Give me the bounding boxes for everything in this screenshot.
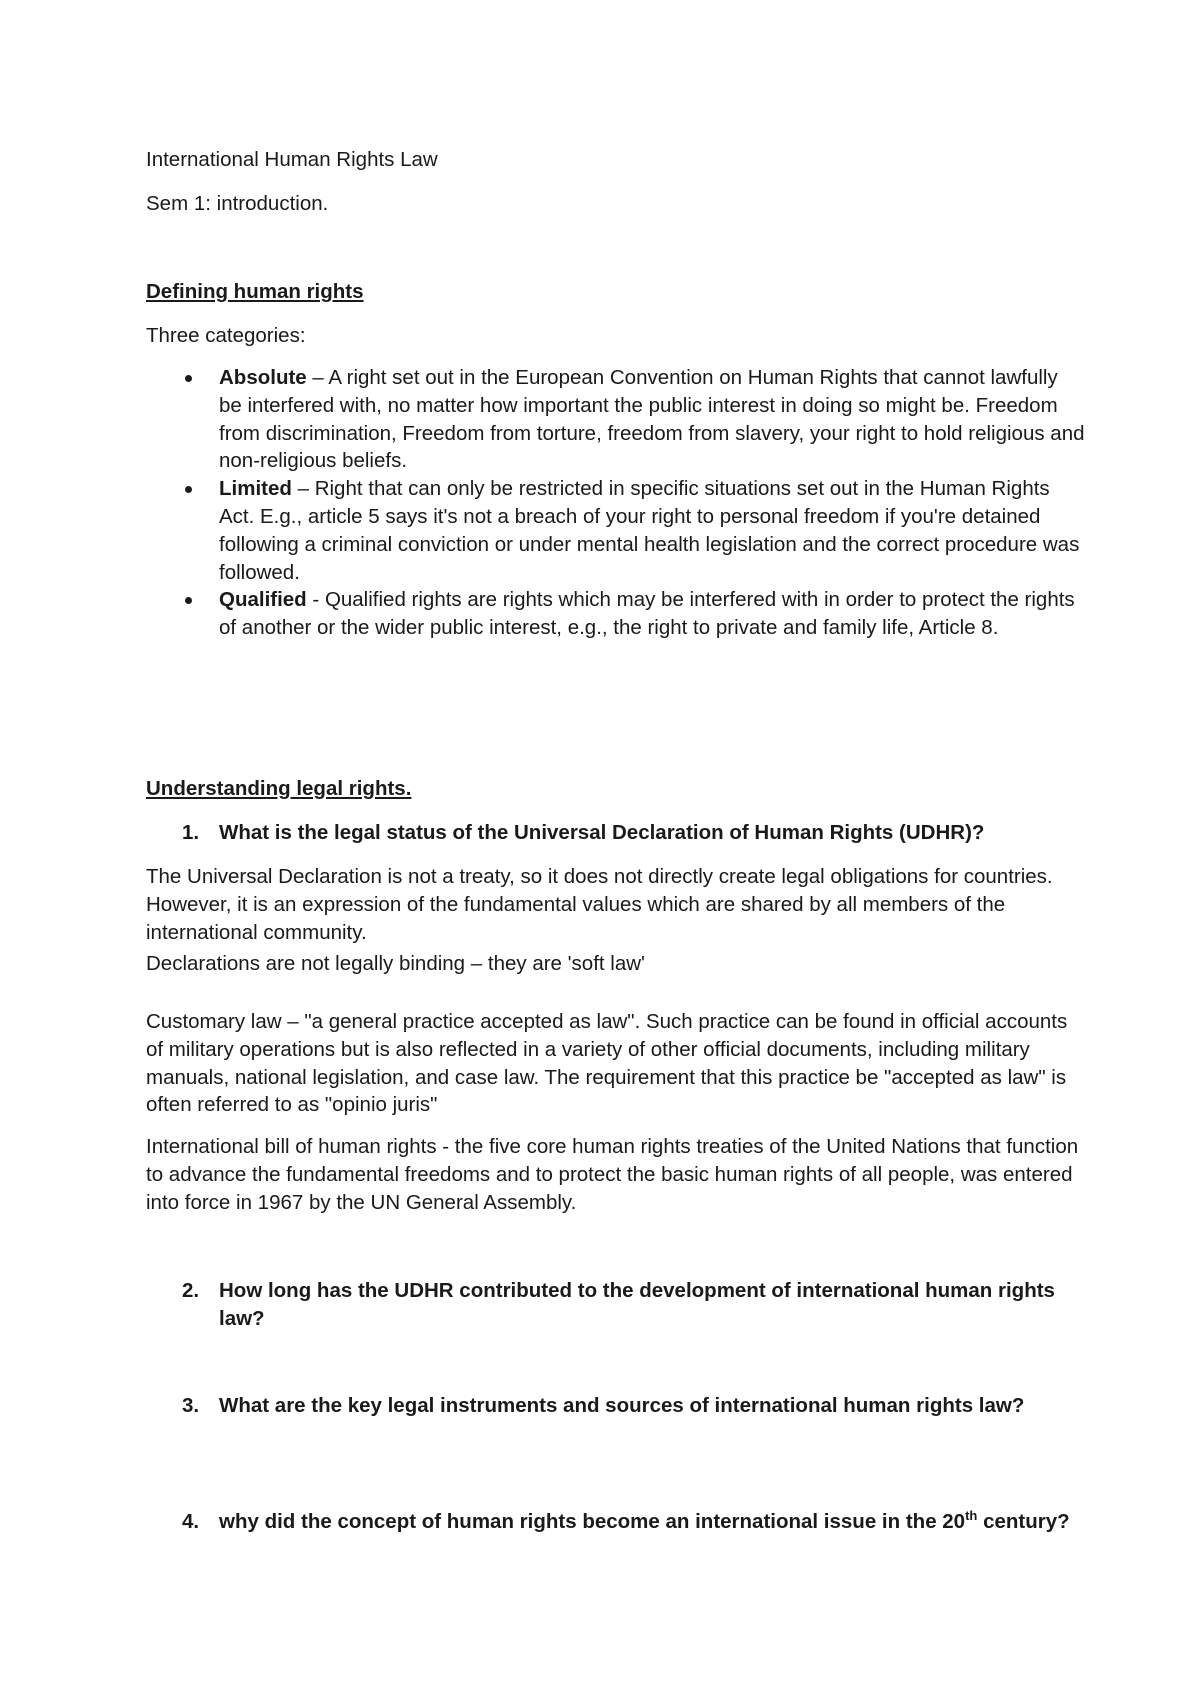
list-item [146, 364, 1086, 475]
term-separator: – [306, 366, 329, 389]
bullet-icon [185, 375, 192, 382]
list-item [146, 475, 1086, 586]
question-4 [146, 1508, 1086, 1536]
category-term: Absolute [219, 366, 307, 389]
section-heading-understanding: Understanding legal rights. [146, 777, 412, 800]
question-text-tail: century? [977, 1510, 1070, 1533]
category-description: Qualified rights are rights which may be interfered with in order to protect the rights of another or the wider public interest, e.g., the right to private and family life, Article 8. [219, 588, 1075, 640]
term-separator: - [306, 588, 325, 612]
question-1 [146, 819, 1086, 847]
bullet-icon [185, 597, 192, 604]
list-item [146, 586, 1086, 642]
categories-list [146, 364, 1086, 642]
paragraph-customary-law: Customary law – "a general practice accepted as law". Such practice can be found in official accounts of military operations but is also reflected in a variety of other official documents, including military manuals, national legislation, and case law. The requirement that this practice be "accepted as law" is often referred to as "opinio juris" [146, 1010, 1068, 1117]
ordinal-suffix: th [965, 1508, 978, 1523]
bullet-icon [185, 486, 192, 493]
section-heading-defining: Defining human rights [146, 280, 364, 303]
term-separator: – [291, 477, 315, 501]
document-subtitle: Sem 1: introduction. [146, 192, 329, 215]
paragraph-soft-law: Declarations are not legally binding – they are 'soft law' [146, 952, 645, 975]
question-3 [146, 1392, 1086, 1420]
category-term: Limited [219, 477, 292, 501]
document-title: International Human Rights Law [146, 148, 438, 171]
question-number: 1. [182, 821, 200, 844]
question-number: 3. [182, 1394, 200, 1417]
question-2 [146, 1277, 1086, 1333]
paragraph-udhr-status: The Universal Declaration is not a treaty, so it does not directly create legal obligations for countries. However, it is an expression of the fundamental values which are shared by all members of the international community. [146, 865, 1053, 944]
question-text-main: why did the concept of human rights become an international issue in the 20 [219, 1510, 966, 1533]
question-text [146, 1508, 1086, 1536]
question-text: How long has the UDHR contributed to the development of international human rights law? [219, 1279, 1055, 1330]
question-number: 4. [182, 1510, 200, 1533]
categories-intro: Three categories: [146, 324, 306, 347]
question-text: What are the key legal instruments and sources of international human rights law? [219, 1394, 1025, 1417]
category-term: Qualified [219, 588, 307, 612]
question-number: 2. [182, 1279, 200, 1302]
paragraph-bill-of-rights: International bill of human rights - the five core human rights treaties of the United Nations that function to advance the fundamental freedoms and to protect the basic human rights of all people, was entered into force in 1967 by the UN General Assembly. [146, 1135, 1079, 1214]
question-text: What is the legal status of the Universal Declaration of Human Rights (UDHR)? [219, 821, 985, 844]
category-description: A right set out in the European Convention on Human Rights that cannot lawfully be interfered with, no matter how important the public interest in doing so might be. Freedom from discrimination, Freedom from torture, freedom from slavery, your right to hold religious and non-religious beliefs. [219, 366, 1085, 473]
category-description: Right that can only be restricted in specific situations set out in the Human Rights Act. E.g., article 5 says it's not a breach of your right to personal freedom if you're detained following a criminal conviction or under mental health legislation and the correct procedure was followed. [219, 477, 1080, 584]
